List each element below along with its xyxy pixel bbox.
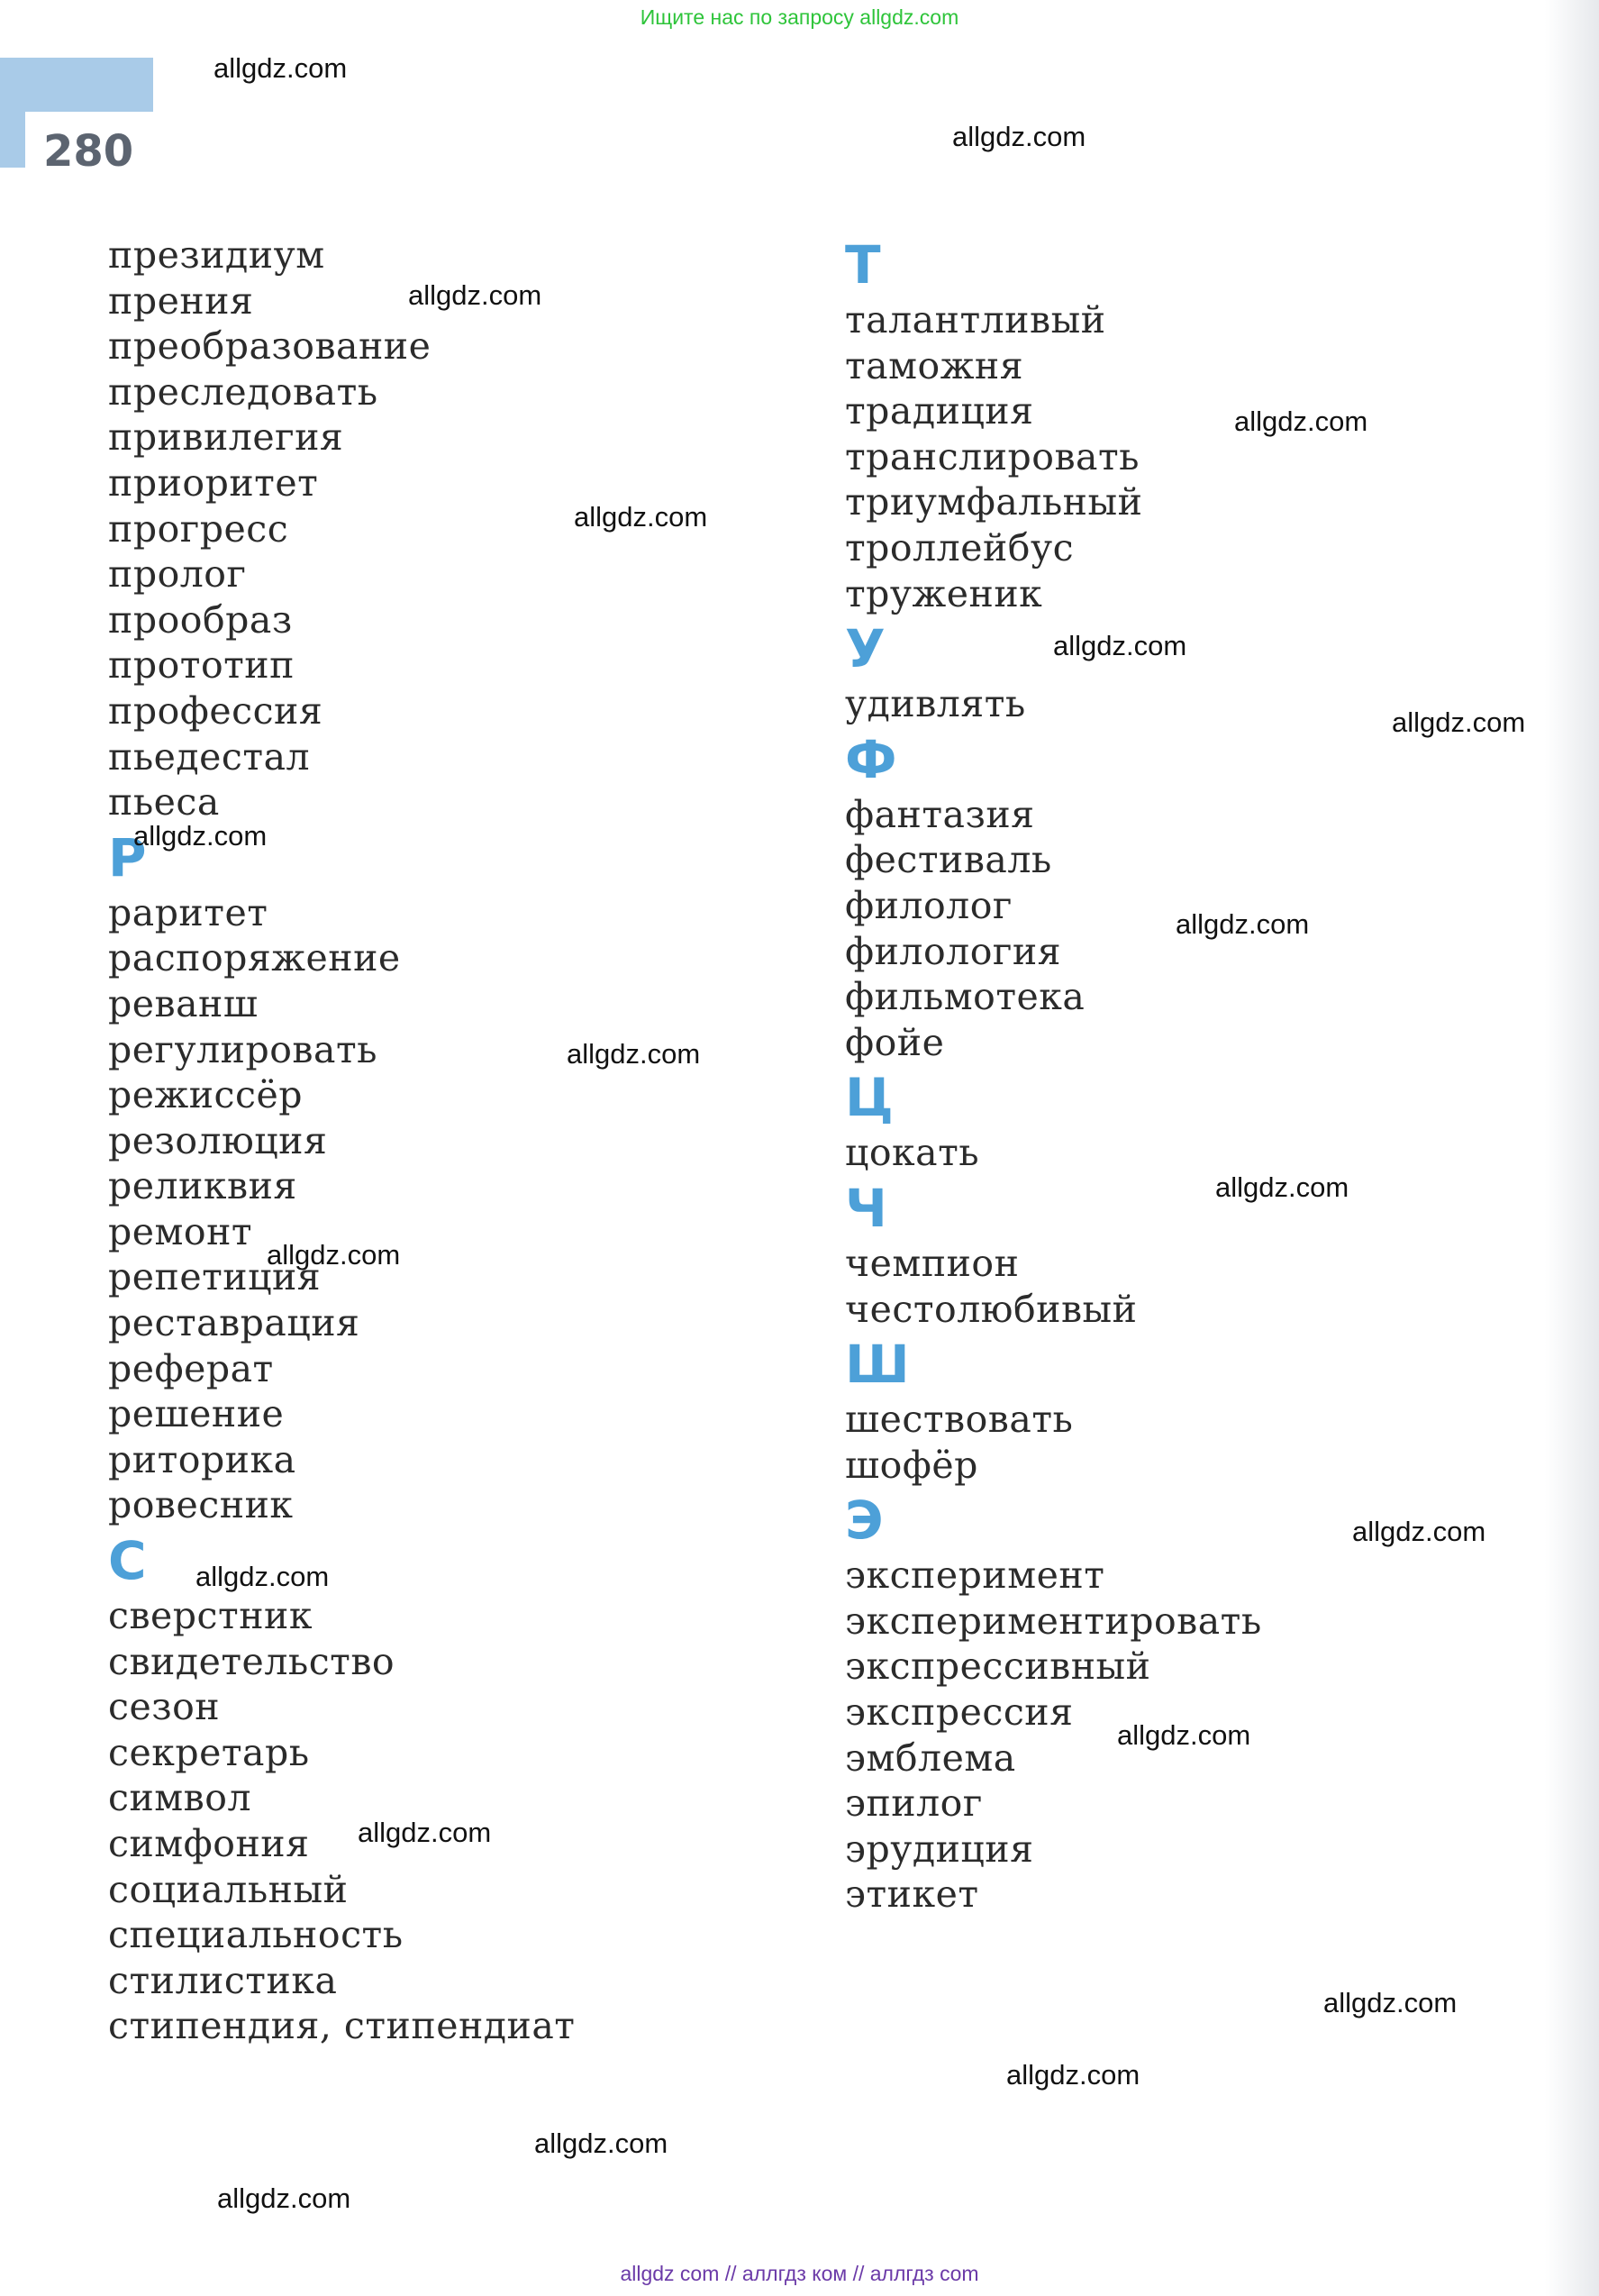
section-letter: С [108,1530,147,1592]
page-tab [0,58,153,112]
word-entry: фильмотека [845,975,1086,1019]
watermark: allgdz.com [1323,1987,1458,2018]
word-entry: чемпион [845,1241,1020,1285]
word-entry: реликвия [108,1164,297,1208]
word-entry: пролог [108,552,247,597]
word-entry: фантазия [845,792,1035,836]
word-entry: фестиваль [845,838,1052,882]
word-entry: филология [845,929,1062,973]
word-entry: раритет [108,890,268,934]
word-entry: филолог [845,883,1013,927]
word-entry: шофёр [845,1443,978,1487]
word-entry: цокать [845,1131,980,1175]
word-entry: свидетельство [108,1639,395,1683]
section-p [108,232,575,825]
word-entry: преобразование [108,324,432,369]
word-entry: ровесник [108,1483,294,1527]
page-number: 280 [43,126,134,177]
word-entry: традиция [845,389,1034,433]
right-column [845,232,1262,1918]
word-entry: экспрессивный [845,1645,1151,1689]
section-ts [845,1065,1262,1176]
word-entry: реставрация [108,1301,360,1345]
word-entry: распоряжение [108,936,401,980]
section-s [108,1528,575,2049]
watermark: allgdz.com [1117,1719,1251,1751]
word-entry: шествовать [845,1398,1074,1442]
word-entry: транслировать [845,434,1140,478]
watermark: allgdz.com [574,501,708,533]
section-e [845,1488,1262,1918]
word-entry: президиум [108,233,325,277]
word-entry: фойе [845,1020,945,1064]
section-ch [845,1176,1262,1332]
word-entry: преследовать [108,369,378,414]
word-entry: стилистика [108,1958,338,2002]
word-entry: прогресс [108,506,289,551]
watermark: allgdz.com [214,52,348,84]
word-entry: талантливый [845,298,1106,342]
word-entry: эксперимент [845,1553,1105,1598]
watermark: allgdz.com [1392,706,1526,738]
section-letter: Ч [845,1177,887,1239]
word-entry: удивлять [845,682,1026,726]
word-entry: профессия [108,688,323,733]
word-entry: триумфальный [845,480,1143,524]
section-sh [845,1332,1262,1488]
word-entry: регулировать [108,1027,377,1071]
word-entry: решение [108,1392,285,1436]
watermark: allgdz.com [1215,1171,1349,1203]
word-entry: прения [108,278,254,323]
word-entry: симфония [108,1822,310,1865]
watermark: allgdz.com [567,1038,701,1070]
watermark: allgdz.com [1176,908,1310,940]
section-f [845,727,1262,1066]
section-letter: У [845,618,886,680]
word-entry: сверстник [108,1594,313,1638]
word-entry: реферат [108,1346,274,1390]
word-entry: привилегия [108,415,344,460]
word-entry: режиссёр [108,1073,303,1117]
section-letter: Р [108,826,147,888]
word-entry: честолюбивый [845,1287,1138,1331]
footer-links[interactable]: allgdz com // аллгдз ком // аллгдз com [620,2262,979,2285]
word-entry: эрудиция [845,1827,1034,1871]
word-entry: сезон [108,1685,221,1729]
word-entry: стипендия, стипендиат [108,2004,576,2048]
watermark: allgdz.com [133,820,268,852]
watermark: allgdz.com [267,1239,401,1271]
word-entry: ремонт [108,1209,253,1253]
word-entry: репетиция [108,1255,322,1299]
watermark: allgdz.com [1234,405,1368,437]
section-letter: Ш [845,1334,910,1396]
word-entry: символ [108,1776,251,1820]
watermark: allgdz.com [408,279,542,311]
word-entry: эмблема [845,1736,1016,1780]
left-column [108,232,575,2049]
section-letter: Т [845,234,881,296]
word-entry: эпилог [845,1781,983,1826]
word-entry: реванш [108,981,259,1025]
word-entry: экспрессия [845,1690,1074,1735]
section-letter: Ц [845,1067,894,1129]
watermark: allgdz.com [1006,2059,1140,2091]
word-entry: прототип [108,643,295,688]
section-letter: Э [845,1490,884,1552]
watermark: allgdz.com [195,1561,330,1592]
word-entry: социальный [108,1867,349,1911]
word-entry: этикет [845,1872,979,1917]
watermark: allgdz.com [952,121,1086,152]
watermark: allgdz.com [534,2127,668,2159]
section-letter: Ф [845,728,897,790]
word-entry: труженик [845,571,1043,615]
word-entry: троллейбус [845,525,1075,569]
word-entry: приоритет [108,460,319,505]
section-r [108,825,575,1528]
word-entry: экспериментировать [845,1599,1262,1643]
watermark: allgdz.com [217,2182,351,2214]
word-entry: таможня [845,343,1024,387]
page-tab-edge [0,112,25,168]
page-edge-shadow [1545,0,1599,2296]
word-entry: специальность [108,1913,404,1957]
word-entry: секретарь [108,1730,310,1774]
watermark: allgdz.com [358,1817,492,1848]
watermark: allgdz.com [1352,1516,1486,1547]
section-t [845,232,1262,616]
word-entry: риторика [108,1437,296,1481]
word-entry: пьедестал [108,734,311,779]
word-entry: резолюция [108,1118,328,1162]
word-entry: прообраз [108,597,293,642]
word-entry: пьеса [108,780,220,825]
top-banner: Ищите нас по запросу allgdz.com [640,5,959,29]
watermark: allgdz.com [1053,630,1187,661]
